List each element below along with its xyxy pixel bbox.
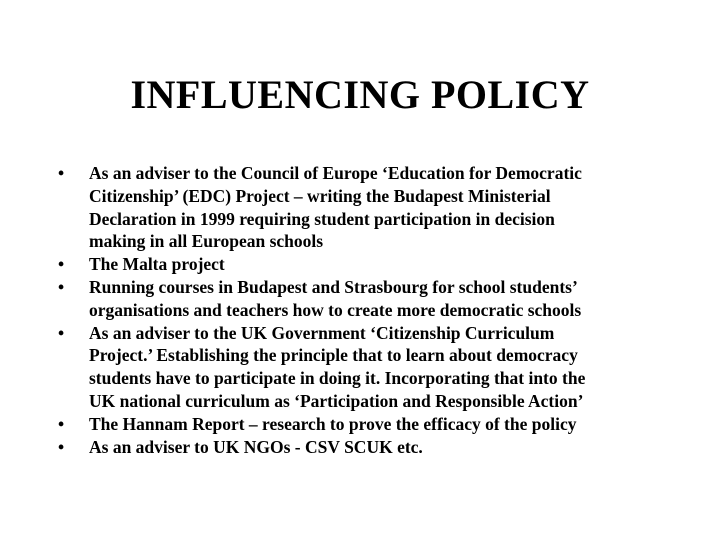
bullet-text: The Hannam Report – research to prove the efficacy of the policy <box>89 413 577 434</box>
list-item <box>58 436 678 459</box>
bullet-text: As an adviser to UK NGOs - CSV SCUK etc. <box>89 436 423 457</box>
list-item <box>58 322 678 413</box>
slide-title: INFLUENCING POLICY <box>130 72 590 117</box>
list-item <box>58 413 678 436</box>
bullet-text: As an adviser to the UK Government ‘Citizenship Curriculum Project.’ Establishing the principle that to learn about democracy students have to participate in doing it. Incorporating that into the UK national curriculum as ‘Participation and Responsible Action’ <box>89 322 586 411</box>
bullet-text: The Malta project <box>89 254 225 275</box>
bullet-icon: • <box>58 322 65 343</box>
bullet-text: As an adviser to the Council of Europe ‘Education for Democratic Citizenship’ (EDC) Project – writing the Budapest Ministerial Declaration in 1999 requiring student participation in decision making in all European schools <box>89 163 582 252</box>
bullet-icon: • <box>58 254 65 275</box>
bullet-list <box>58 162 678 458</box>
bullet-text: Running courses in Budapest and Strasbourg for school students’ organisations and teachers how to create more democratic schools <box>89 276 582 320</box>
list-item <box>58 253 678 276</box>
bullet-icon: • <box>58 276 65 297</box>
bullet-icon: • <box>58 163 65 183</box>
bullet-icon: • <box>58 413 65 434</box>
bullet-icon: • <box>58 436 65 457</box>
list-item <box>58 162 678 253</box>
list-item <box>58 276 678 322</box>
